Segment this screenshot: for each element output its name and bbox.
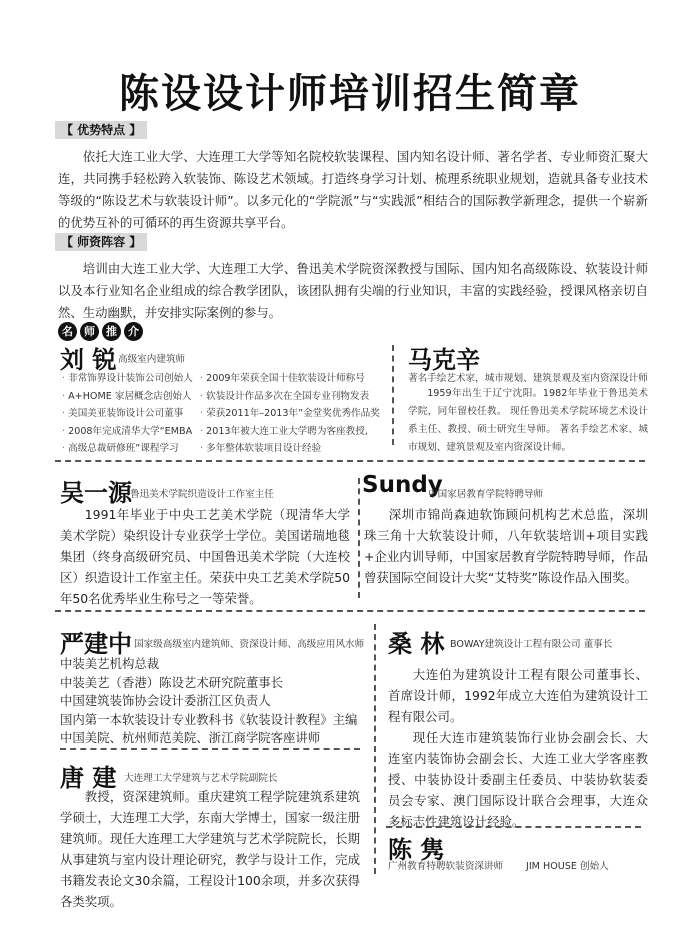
list-item: 中装美艺（香港）陈设艺术研究院董事长 — [60, 674, 284, 690]
divider — [60, 748, 360, 750]
teacher-name-makexin: 马克辛 — [408, 346, 480, 374]
teacher-name-chenjun: 陈 隽 — [388, 836, 445, 864]
makexin-bio: 1959年出生于辽宁沈阳。1982年毕业于鲁迅美术学院，同年留校任教。 现任鲁迅美术学院环境艺术设计系主任、教授、硕士研究生导师。 著名手绘艺术家、城市规划、建筑景观及室内资深设计师。 — [408, 388, 648, 453]
teacher-name-yanjianzhong: 严建中 — [60, 630, 132, 658]
teacher-role-wuyiyuan: 鲁迅美术学院织造设计工作室主任 — [130, 489, 274, 500]
list-item: · 2009年荣获全国十佳软装设计师称号 — [200, 370, 380, 388]
list-item: · 非常饰界设计装饰公司创始人 — [62, 370, 193, 388]
faculty-paragraph: 培训由大连工业大学、大连理工大学、鲁迅美术学院资深教授与国际、国内知名高级陈设、软装设计师以及本行业知名企业组成的综合教学团队，该团队拥有尖端的行业知识，丰富的实践经验，授课风格亲切自然、生动幽默，并安排实际案例的参与。 — [58, 261, 648, 320]
teacher-name-sanglin: 桑 林 — [388, 630, 445, 658]
list-item: · 2008年完成清华大学“EMBA — [62, 423, 193, 441]
list-item: 中装美艺机构总裁 — [60, 656, 160, 671]
list-item: 中国美院、杭州师范美院、浙江商学院客座讲师 — [60, 730, 321, 745]
teacher-role-yanjianzhong: 国家级高级室内建筑师、资深设计师、高级应用风水师 — [134, 639, 365, 650]
section-label-faculty: 【 师资阵容 】 — [55, 233, 147, 251]
list-item: · 荣获2011年–2013年”金堂奖优秀作品奖 — [200, 405, 380, 423]
list-item: 中国建筑装饰协会设计委浙江区负责人 — [60, 693, 271, 708]
liurui-list-2 — [200, 370, 380, 458]
teacher-name-liurui: 刘 锐 — [60, 346, 117, 374]
teacher-role-sundy: 中国家居教育学院特聘导师 — [428, 489, 544, 500]
yanjianzhong-list — [60, 655, 357, 748]
list-item: · 美国美亚装饰设计公司董事 — [62, 405, 193, 423]
list-item: · A+HOME 家居概念店创始人 — [62, 388, 193, 406]
sanglin-bio-2: 现任大连市建筑装饰行业协会副会长、大连室内装饰协会副会长、大连工业大学客座教授、中装协设计委副主任委员、中装协软装委员会专家、澳门国际设计联合会理事，大连众多标志性建筑设计经验。 — [388, 730, 648, 829]
teacher-role-makexin: 著名手绘艺术家，城市规划、建筑景观及室内资深设计师 — [408, 373, 648, 384]
liurui-list-1 — [62, 370, 193, 458]
wuyiyuan-bio: 1991年毕业于中央工艺美术学院（现清华大学美术学院）染织设计专业获学士学位。美国诺瑞地毯集团（终身高级研究员、中国鲁迅美术学院（大连校区）织造设计工作室主任。荣获中央工艺美术学院50年50名优秀毕业生称号之一等荣誉。 — [60, 507, 350, 606]
teacher-role-chenjun: 广州教育特聘软装资深讲师 — [388, 861, 504, 872]
famous-teachers-badges — [58, 322, 143, 341]
divider — [55, 460, 645, 462]
teacher-role-sanglin: BOWAY建筑设计工程有限公司 董事长 — [450, 639, 613, 650]
teacher-role-chenjun-2: JIM HOUSE 创始人 — [526, 861, 609, 872]
badge-char: 名 — [58, 322, 77, 341]
teacher-role-tangjian: 大连理工大学建筑与艺术学院副院长 — [124, 773, 278, 784]
divider — [358, 478, 360, 598]
teacher-role-liurui: 高级室内建筑师 — [118, 354, 186, 365]
teacher-name-wuyiyuan: 吴一源 — [60, 479, 132, 507]
list-item: · 软装设计作品多次在全国专业刊物发表 — [200, 388, 380, 406]
advantages-paragraph: 依托大连工业大学、大连理工大学等知名院校软装课程、国内知名设计师、著名学者、专业师资汇聚大连，共同携手轻松跨入软装饰、陈设艺术领域。打造终身学习计划、梳理系统职业规划，造就具备专业技术等级的“陈设艺术与软装设计师”。以多元化的“学院派”与“实践派”相结合的国际教学新理念，提供一个崭新的优势互补的可循环的再生资源共享平台。 — [58, 149, 648, 230]
badge-char: 推 — [102, 322, 121, 341]
list-item: · 2013年被大连工业大学聘为客座教授, — [200, 423, 380, 441]
list-item: · 高级总裁研修班”课程学习 — [62, 440, 193, 458]
page-title: 陈设设计师培训招生简章 — [119, 71, 581, 117]
section-label-advantages: 【 优势特点 】 — [55, 121, 147, 139]
divider — [374, 624, 376, 874]
divider — [386, 826, 641, 828]
badge-char: 介 — [124, 322, 143, 341]
sundy-bio: 深圳市锦尚森迪软饰顾问机构艺术总监，深圳珠三角十大软装设计师，八年软装培训+项目实践+企业内训导师，中国家居教育学院特聘导师，作品曾获国际空间设计大奖“艾特奖”陈设作品入围奖。 — [364, 507, 648, 585]
teacher-name-tangjian: 唐 建 — [60, 764, 117, 792]
teacher-name-sundy: Sundy — [362, 472, 443, 498]
badge-char: 师 — [80, 322, 99, 341]
sanglin-bio-1: 大连伯为建筑设计工程有限公司董事长、首席设计师，1992年成立大连伯为建筑设计工程有限公司。 — [388, 667, 648, 724]
divider — [392, 345, 394, 445]
list-item: 国内第一本软装设计专业教科书《软装设计教程》主编 — [60, 711, 358, 727]
tangjian-bio: 教授，资深建筑师。重庆建筑工程学院建筑系建筑学硕士，大连理工大学，东南大学博士，国家一级注册建筑师。现任大连理工大学建筑与艺术学院院长，长期从事建筑与室内设计理论研究，教学与设计工作，完成书籍发表论文30余篇，工程设计100余项，并多次获得各类奖项。 — [60, 789, 360, 909]
divider — [55, 610, 645, 612]
list-item: · 多年整体软装项目设计经验 — [200, 440, 380, 458]
